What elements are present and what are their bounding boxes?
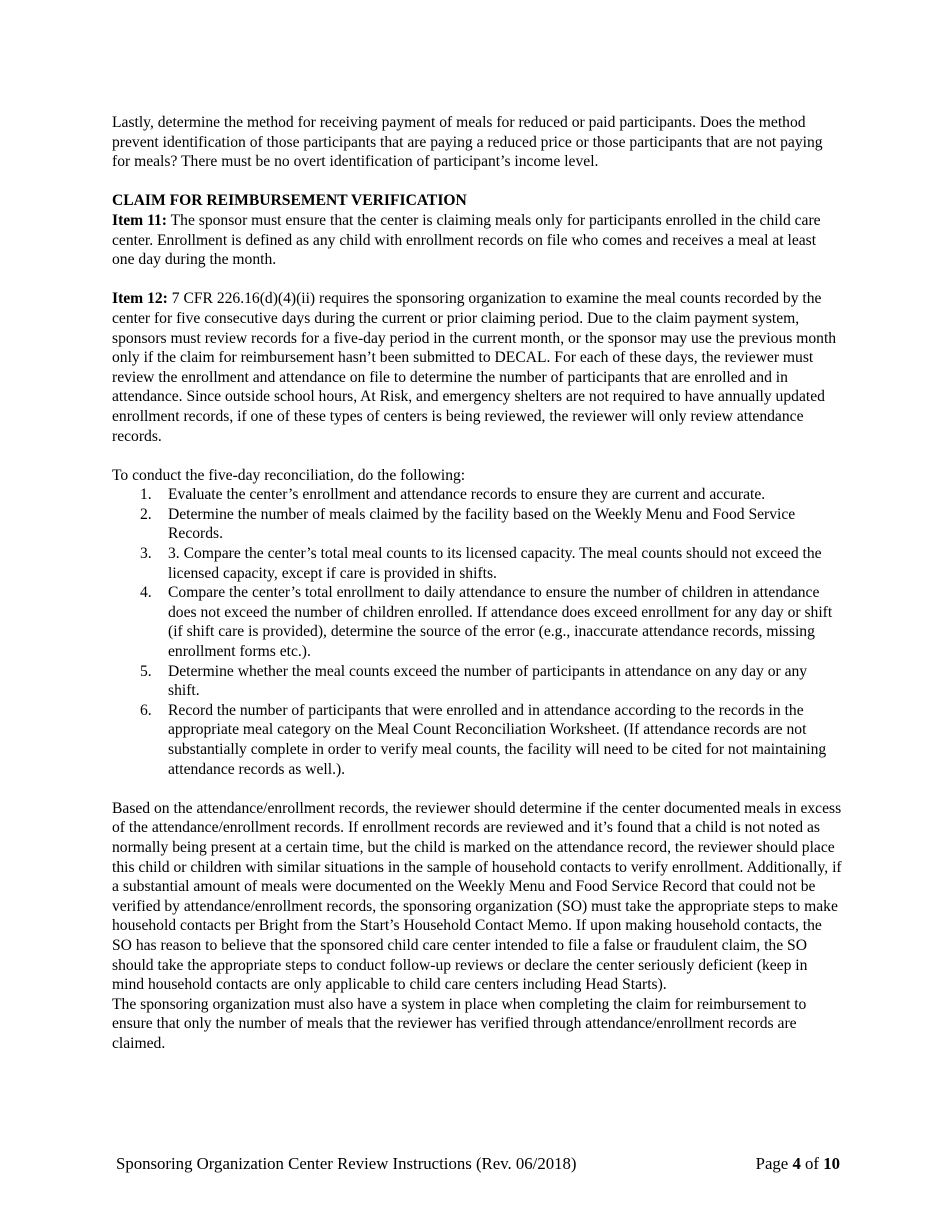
- intro-paragraph: Lastly, determine the method for receiving payment of meals for reduced or paid participants. Does the method prevent identification of those participants that are paying a reduced price or those participants that are not paying for meals? There must be no overt identification of participant’s income level.: [112, 114, 823, 171]
- list-item-number: 3.: [140, 545, 152, 563]
- section-heading: CLAIM FOR REIMBURSEMENT VERIFICATION: [112, 192, 467, 210]
- list-item-text: Record the number of participants that were enrolled and in attendance according to the records in the appropriate meal category on the Meal Count Reconciliation Worksheet. (If attendance records are not substantially complete in order to verify meal counts, the facility will need to be cited for not maintaining attendance records as well.).: [168, 701, 827, 778]
- list-item: [112, 701, 842, 779]
- list-item-text: Compare the center’s total enrollment to daily attendance to ensure the number of children in attendance does not exceed the number of children enrolled. If attendance does exceed enrollment for any day or shift (if shift care is provided), determine the source of the error (e.g., inaccurate attendance records, missing enrollment forms etc.).: [168, 584, 833, 661]
- item-12-text: 7 CFR 226.16(d)(4)(ii) requires the sponsoring organization to examine the meal counts recorded by the center for five consecutive days during the current or prior claiming period. Due to the claim payment system, sponsors must review records for a five-day period in the current month, or the sponsor may use the previous month only if the claim for reimbursement hasn’t been submitted to DECAL. For each of these days, the reviewer must review the enrollment and attendance on file to determine the number of participants that are enrolled and in attendance. Since outside school hours, At Risk, and emergency shelters are not required to have annually updated enrollment records, if one of these types of centers is being reviewed, the reviewer will only review attendance records.: [112, 290, 837, 445]
- page-total: 10: [823, 1154, 840, 1173]
- list-item: [112, 662, 842, 701]
- list-item-text: Determine the number of meals claimed by the facility based on the Weekly Menu and Food Service Records.: [168, 505, 796, 543]
- list-item-number: 4.: [140, 584, 152, 602]
- item-11-paragraph: [112, 211, 842, 270]
- list-item-number: 5.: [140, 662, 152, 680]
- list-item: [112, 544, 842, 583]
- page-of: of: [800, 1154, 824, 1173]
- conclusion-paragraph: Based on the attendance/enrollment records, the reviewer should determine if the center documented meals in excess of the attendance/enrollment records. If enrollment records are reviewed and it’s found that a child is not noted as normally being present at a certain time, but the child is marked on the attendance record, the reviewer should place this child or children with similar situations in the sample of household contacts to verify enrollment. Additionally, if a substantial amount of meals were documented on the Weekly Menu and Food Service Record that could not be verified by attendance/enrollment records, the sponsoring organization (SO) must take the appropriate steps to make household contacts per Bright from the Start’s Household Contact Memo. If upon making household contacts, the SO has reason to believe that the sponsored child care center intended to file a false or fraudulent claim, the SO should take the appropriate steps to conduct follow-up reviews or declare the center seriously deficient (keep in mind household contacts are only applicable to child care centers including Head Starts).: [112, 799, 842, 994]
- item-12-paragraph: [112, 289, 842, 446]
- list-item-number: 6.: [140, 701, 152, 719]
- list-item: [112, 505, 842, 544]
- document-body: [112, 113, 842, 1054]
- footer-title: Sponsoring Organization Center Review Instructions (Rev. 06/2018): [116, 1154, 577, 1173]
- page-number: [756, 1154, 840, 1174]
- list-item-text: Determine whether the meal counts exceed the number of participants in attendance on any day or any shift.: [168, 662, 808, 700]
- reconciliation-steps: [112, 485, 842, 779]
- page-current: 4: [792, 1154, 801, 1173]
- item-12-label: Item 12:: [112, 290, 168, 308]
- item-11-text: The sponsor must ensure that the center is claiming meals only for participants enrolled in the child care center. Enrollment is defined as any child with enrollment records on file who comes and receives a meal at least one day during the month.: [112, 211, 821, 269]
- list-item: [112, 485, 842, 505]
- list-item-number: 1.: [140, 486, 152, 504]
- reconciliation-intro: To conduct the five-day reconciliation, do the following:: [112, 466, 466, 484]
- page-word: Page: [755, 1154, 793, 1173]
- list-item-text: Evaluate the center’s enrollment and attendance records to ensure they are current and accurate.: [168, 486, 766, 504]
- list-item-text: 3. Compare the center’s total meal counts to its licensed capacity. The meal counts should not exceed the licensed capacity, except if care is provided in shifts.: [168, 545, 822, 582]
- list-item: [112, 583, 842, 661]
- system-paragraph: The sponsoring organization must also have a system in place when completing the claim for reimbursement to ensure that only the number of meals that the reviewer has verified through attendance/enrollment records are claimed.: [112, 995, 807, 1052]
- list-item-number: 2.: [140, 505, 152, 523]
- item-11-label: Item 11:: [112, 211, 167, 229]
